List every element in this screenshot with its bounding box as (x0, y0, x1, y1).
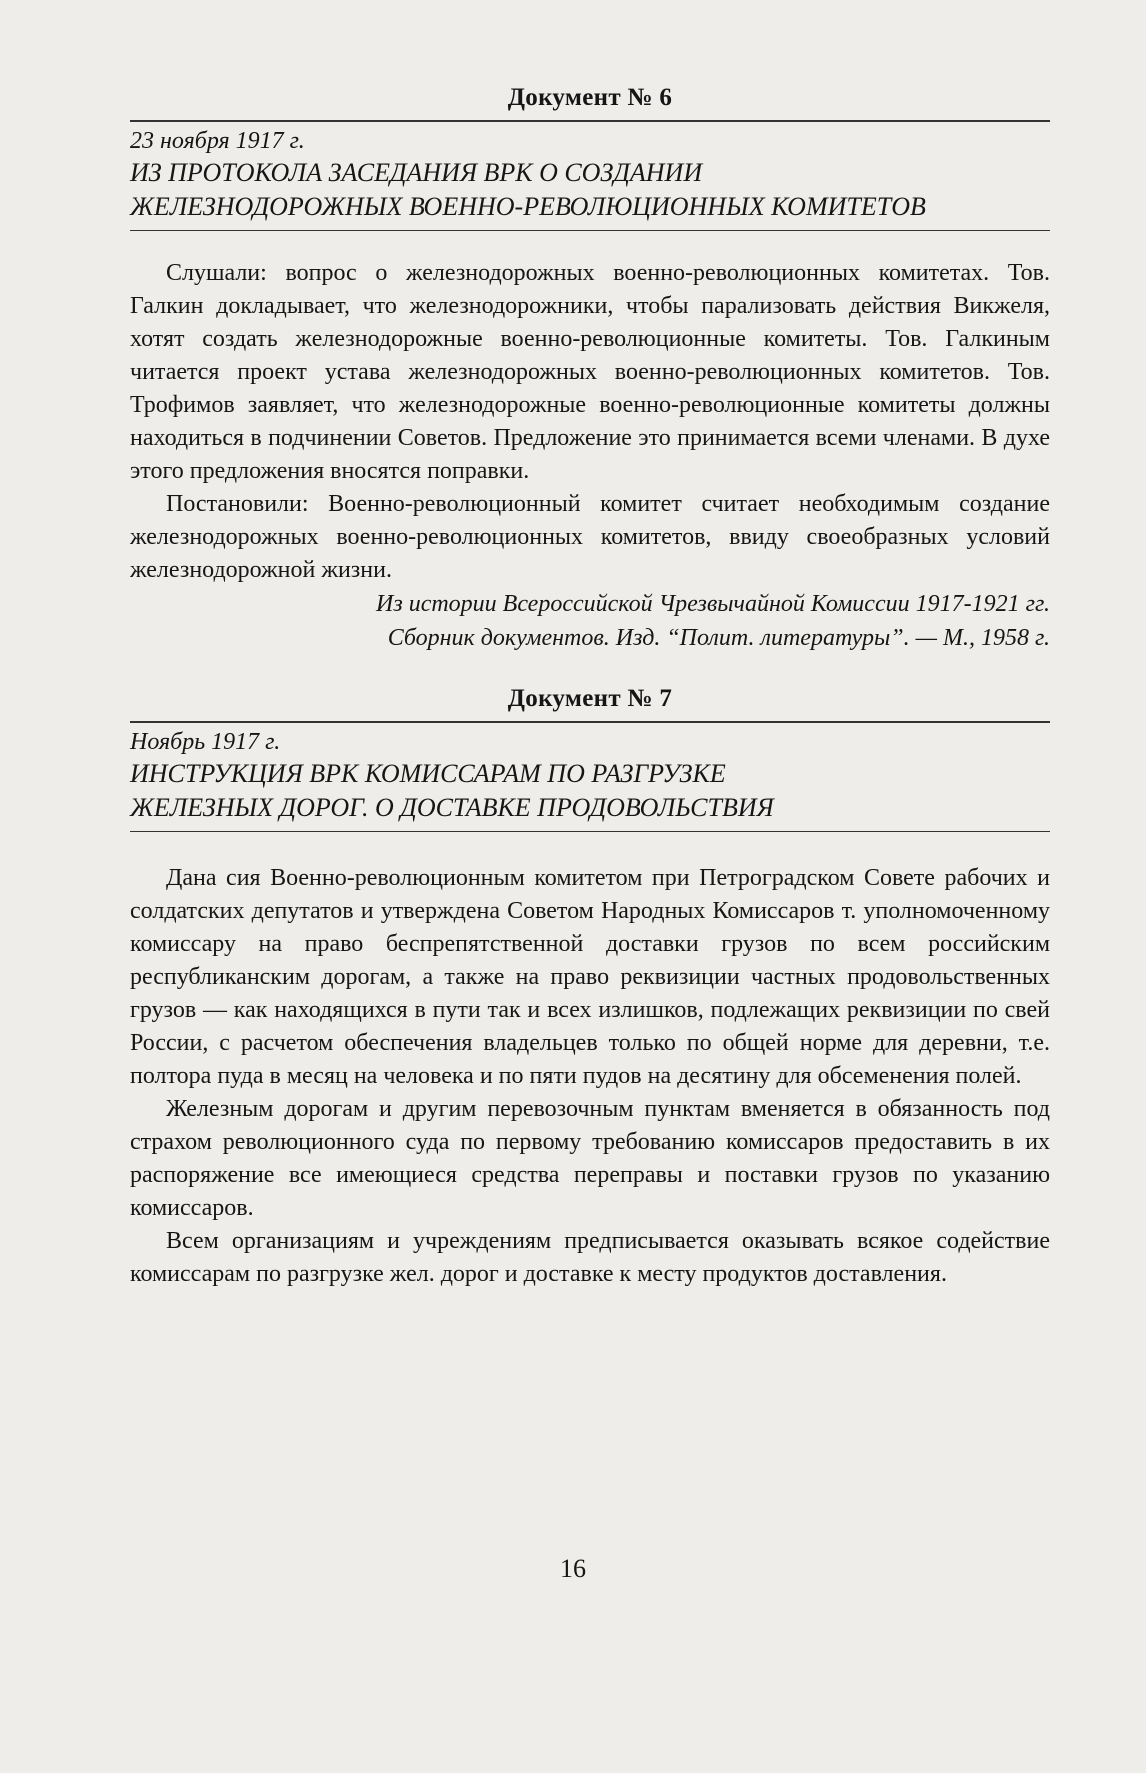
title-line: ИЗ ПРОТОКОЛА ЗАСЕДАНИЯ ВРК О СОЗДАНИИ (130, 158, 703, 187)
document-body (130, 862, 1050, 1291)
document-date: Ноябрь 1917 г. (130, 729, 281, 755)
title-line: ЖЕЛЕЗНОДОРОЖНЫХ ВОЕННО-РЕВОЛЮЦИОННЫХ КОМИТЕТОВ (130, 192, 926, 221)
document-title (130, 156, 1050, 224)
source-line: Сборник документов. Изд. “Полит. литературы”. — М., 1958 г. (387, 625, 1050, 651)
title-line: ЖЕЛЕЗНЫХ ДОРОГ. О ДОСТАВКЕ ПРОДОВОЛЬСТВИЯ (130, 793, 774, 822)
document-heading: Документ № 7 (507, 685, 673, 712)
paragraph: Слушали: вопрос о железнодорожных военно-революционных комитетах. Тов. Галкин докладывает, что железнодорожники, чтобы парализовать действия Викжеля, хотят создать железнодорожные военно-революционные комитеты. Тов. Галкиным читается проект устава железнодорожных военно-революционных комитетов. Тов. Трофимов заявляет, что железнодорожные военно-революционные комитеты должны находиться в подчинении Советов. Предложение это принимается всеми членами. В духе этого предложения вносятся поправки. (130, 260, 1050, 484)
document-date: 23 ноября 1917 г. (130, 128, 305, 154)
paragraph: Всем организациям и учреждениям предписывается оказывать всякое содействие комиссарам по разгрузке жел. дорог и доставке к месту продуктов доставления. (130, 1228, 1050, 1287)
source-citation (130, 587, 1050, 655)
document-7 (130, 685, 1050, 1291)
document-heading: Документ № 6 (507, 84, 673, 111)
title-line: ИНСТРУКЦИЯ ВРК КОМИССАРАМ ПО РАЗГРУЗКЕ (130, 759, 726, 788)
paragraph: Железным дорогам и другим перевозочным пунктам вменяется в обязанность под страхом революционного суда по первому требованию комиссаров предоставить в их распоряжение все имеющиеся средства переправы и поставки грузов по указанию комиссаров. (130, 1096, 1050, 1221)
paragraph: Постановили: Военно-революционный комитет считает необходимым создание железнодорожных военно-революционных комитетов, ввиду своеобразных условий железнодорожной жизни. (130, 491, 1050, 583)
divider (130, 721, 1050, 723)
divider (130, 230, 1050, 231)
document-body (130, 257, 1050, 587)
divider (130, 120, 1050, 122)
page-number: 16 (560, 1554, 586, 1583)
divider (130, 831, 1050, 832)
document-title (130, 757, 1050, 825)
source-line: Из истории Всероссийской Чрезвычайной Комиссии 1917-1921 гг. (376, 591, 1050, 617)
paragraph: Дана сия Военно-революционным комитетом при Петроградском Совете рабочих и солдатских депутатов и утверждена Советом Народных Комиссаров т. уполномоченному комиссару на право беспрепятственной доставки грузов по всем российским республиканским дорогам, а также на право реквизиции частных продовольственных грузов — как находящихся в пути так и всех излишков, подлежащих реквизиции по свей России, с расчетом обеспечения владельцев только по общей норме для деревни, т.е. полтора пуда в месяц на человека и по пяти пудов на десятину для обсеменения полей. (130, 865, 1050, 1089)
document-6 (130, 84, 1050, 655)
